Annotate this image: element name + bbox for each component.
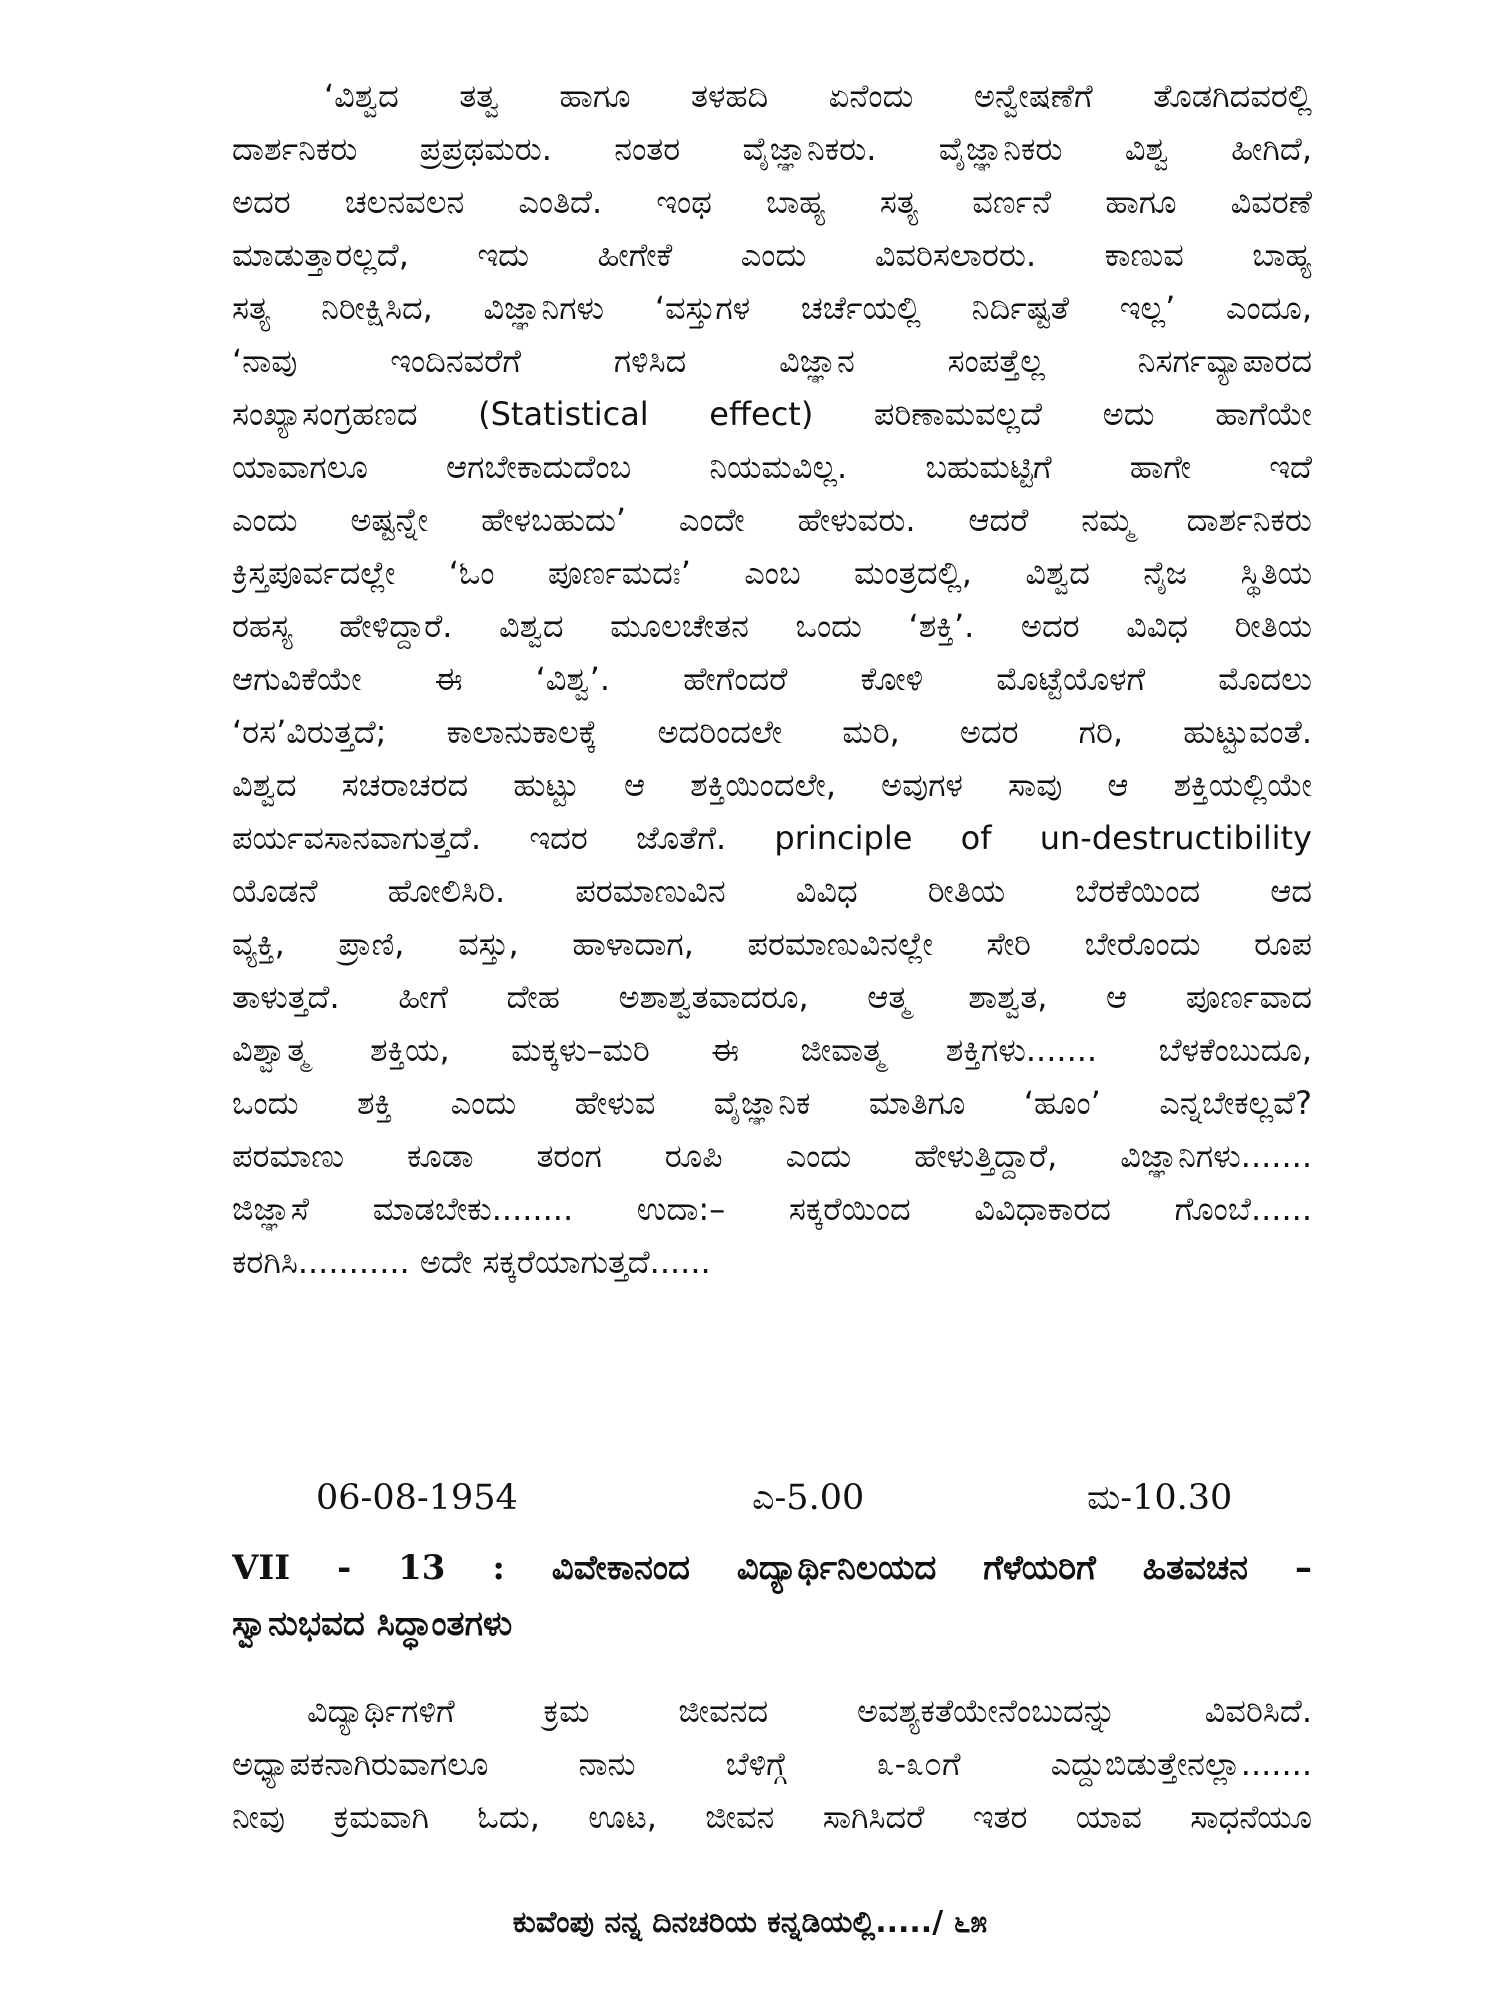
entry-time-morning: ಎ-5.00 — [752, 1478, 865, 1518]
section-heading-line-1 — [232, 1540, 1312, 1596]
text-line: ಕರಗಿಸಿ........... ಅದೇ ಸಕ್ಕರೆಯಾಗುತ್ತದೆ...... — [232, 1243, 711, 1281]
body-paragraph-1 — [232, 70, 1312, 1289]
text-line: ಯಾವಾಗಲೂ ಆಗಬೇಕಾದುದೆಂಬ ನಿಯಮವಿಲ್ಲ. ಬಹುಮಟ್ಟಿಗೆ ಹಾಗೇ ಇದೆ — [232, 448, 1312, 486]
text-line: ಸತ್ಯ ನಿರೀಕ್ಷಿಸಿದ, ವಿಜ್ಞಾನಿಗಳು ‘ವಸ್ತುಗಳ ಚರ್ಚೆಯಲ್ಲಿ ನಿರ್ದಿಷ್ಟತೆ ಇಲ್ಲ’ ಎಂದೂ, — [232, 289, 1312, 327]
text-line: ಒಂದು ಶಕ್ತಿ ಎಂದು ಹೇಳುವ ವೈಜ್ಞಾನಿಕ ಮಾತಿಗೂ ‘ಹೂಂ’ ಎನ್ನಬೇಕಲ್ಲವೆ? — [232, 1084, 1312, 1122]
text-line: ದಾರ್ಶನಿಕರು ಪ್ರಪ್ರಥಮರು. ನಂತರ ವೈಜ್ಞಾನಿಕರು. ವೈಜ್ಞಾನಿಕರು ವಿಶ್ವ ಹೀಗಿದೆ, — [232, 130, 1312, 168]
text-line: ‘ನಾವು ಇಂದಿನವರೆಗೆ ಗಳಿಸಿದ ವಿಜ್ಞಾನ ಸಂಪತ್ತೆಲ್ಲ ನಿಸರ್ಗವ್ಯಾಪಾರದ — [232, 342, 1312, 380]
text-line: ಯೊಡನೆ ಹೋಲಿಸಿರಿ. ಪರಮಾಣುವಿನ ವಿವಿಧ ರೀತಿಯ ಬೆರಕೆಯಿಂದ ಆದ — [232, 872, 1312, 910]
text-line: ಪರ್ಯವಸಾನವಾಗುತ್ತದೆ. ಇದರ ಜೊತೆಗೆ. principle of un-destructibility — [232, 819, 1312, 857]
section-number: VII - 13 : — [232, 1548, 505, 1588]
text-line: ಆಗುವಿಕೆಯೇ ಈ ‘ವಿಶ್ವ’. ಹೇಗೆಂದರೆ ಕೋಳಿ ಮೊಟ್ಟೆಯೊಳಗೆ ಮೊದಲು — [232, 660, 1312, 698]
text-line: ‘ರಸ’ವಿರುತ್ತದೆ; ಕಾಲಾನುಕಾಲಕ್ಕೆ ಅದರಿಂದಲೇ ಮರಿ, ಅದರ ಗರಿ, ಹುಟ್ಟುವಂತೆ. — [232, 713, 1312, 751]
text-line: ಎಂದು ಅಷ್ಟನ್ನೇ ಹೇಳಬಹುದು’ ಎಂದೇ ಹೇಳುವರು. ಆದರೆ ನಮ್ಮ ದಾರ್ಶನಿಕರು — [232, 501, 1312, 539]
section-heading — [232, 1540, 1312, 1652]
text-line: ಅಧ್ಯಾಪಕನಾಗಿರುವಾಗಲೂ ನಾನು ಬೆಳಿಗ್ಗೆ ೩-೩೦ಗೆ ಎದ್ದುಬಿಡುತ್ತೇನಲ್ಲಾ....... — [232, 1745, 1312, 1783]
body-paragraph-2 — [232, 1685, 1312, 1844]
text-line: ಪರಮಾಣು ಕೂಡಾ ತರಂಗ ರೂಪಿ ಎಂದು ಹೇಳುತ್ತಿದ್ದಾರೆ, ವಿಜ್ಞಾನಿಗಳು....... — [232, 1137, 1312, 1175]
text-line: ನೀವು ಕ್ರಮವಾಗಿ ಓದು, ಊಟ, ಜೀವನ ಸಾಗಿಸಿದರೆ ಇತರ ಯಾವ ಸಾಧನೆಯೂ — [232, 1798, 1312, 1836]
text-line: ‘ವಿಶ್ವದ ತತ್ವ ಹಾಗೂ ತಳಹದಿ ಏನೆಂದು ಅನ್ವೇಷಣೆಗೆ ತೊಡಗಿದವರಲ್ಲಿ — [324, 77, 1312, 115]
section-title-part-1: ವಿವೇಕಾನಂದ ವಿದ್ಯಾರ್ಥಿನಿಲಯದ ಗೆಳೆಯರಿಗೆ ಹಿತವಚನ – — [551, 1548, 1312, 1588]
entry-time-noon: ಮ-10.30 — [1087, 1478, 1233, 1518]
text-line: ವಿಶ್ವದ ಸಚರಾಚರದ ಹುಟ್ಟು ಆ ಶಕ್ತಿಯಿಂದಲೇ, ಅವುಗಳ ಸಾವು ಆ ಶಕ್ತಿಯಲ್ಲಿಯೇ — [232, 766, 1312, 804]
text-line: ಜಿಜ್ಞಾಸೆ ಮಾಡಬೇಕು........ ಉದಾ:– ಸಕ್ಕರೆಯಿಂದ ವಿವಿಧಾಕಾರದ ಗೊಂಬೆ...... — [232, 1190, 1312, 1228]
text-line: ರಹಸ್ಯ ಹೇಳಿದ್ದಾರೆ. ವಿಶ್ವದ ಮೂಲಚೇತನ ಒಂದು ‘ಶಕ್ತಿ’. ಅದರ ವಿವಿಧ ರೀತಿಯ — [232, 607, 1312, 645]
text-line: ತಾಳುತ್ತದೆ. ಹೀಗೆ ದೇಹ ಅಶಾಶ್ವತವಾದರೂ, ಆತ್ಮ ಶಾಶ್ವತ, ಆ ಪೂರ್ಣವಾದ — [232, 978, 1312, 1016]
text-line: ಸಂಖ್ಯಾಸಂಗ್ರಹಣದ (Statistical effect) ಪರಿಣಾಮವಲ್ಲದೆ ಅದು ಹಾಗೆಯೇ — [232, 395, 1312, 433]
text-line: ಅದರ ಚಲನವಲನ ಎಂತಿದೆ. ಇಂಥ ಬಾಹ್ಯ ಸತ್ಯ ವರ್ಣನೆ ಹಾಗೂ ವಿವರಣೆ — [232, 183, 1312, 221]
text-line: ಕ್ರಿಸ್ತಪೂರ್ವದಲ್ಲೇ ‘ಓಂ ಪೂರ್ಣಮದಃ’ ಎಂಬ ಮಂತ್ರದಲ್ಲಿ, ವಿಶ್ವದ ನೈಜ ಸ್ಥಿತಿಯ — [232, 554, 1312, 592]
text-line: ವ್ಯಕ್ತಿ, ಪ್ರಾಣಿ, ವಸ್ತು, ಹಾಳಾದಾಗ, ಪರಮಾಣುವಿನಲ್ಲೇ ಸೇರಿ ಬೇರೊಂದು ರೂಪ — [232, 925, 1312, 963]
section-title-part-2: ಸ್ವಾನುಭವದ ಸಿದ್ಧಾಂತಗಳು — [232, 1604, 513, 1644]
page-footer: ಕುವೆಂಪು ನನ್ನ ದಿನಚರಿಯ ಕನ್ನಡಿಯಲ್ಲಿ...../ ೬೫ — [512, 1905, 988, 1940]
text-line: ವಿಶ್ವಾತ್ಮ ಶಕ್ತಿಯ, ಮಕ್ಕಳು–ಮರಿ ಈ ಜೀವಾತ್ಮ ಶಕ್ತಿಗಳು....... ಬೆಳಕೆಂಬುದೂ, — [232, 1031, 1312, 1069]
entry-date: 06-08-1954 — [316, 1478, 518, 1518]
entry-dateline — [232, 1468, 1312, 1528]
text-line: ಮಾಡುತ್ತಾರಲ್ಲದೆ, ಇದು ಹೀಗೇಕೆ ಎಂದು ವಿವರಿಸಲಾರರು. ಕಾಣುವ ಬಾಹ್ಯ — [232, 236, 1312, 274]
text-line: ವಿದ್ಯಾರ್ಥಿಗಳಿಗೆ ಕ್ರಮ ಜೀವನದ ಅವಶ್ಯಕತೆಯೇನೆಂಬುದನ್ನು ವಿವರಿಸಿದೆ. — [307, 1692, 1312, 1730]
